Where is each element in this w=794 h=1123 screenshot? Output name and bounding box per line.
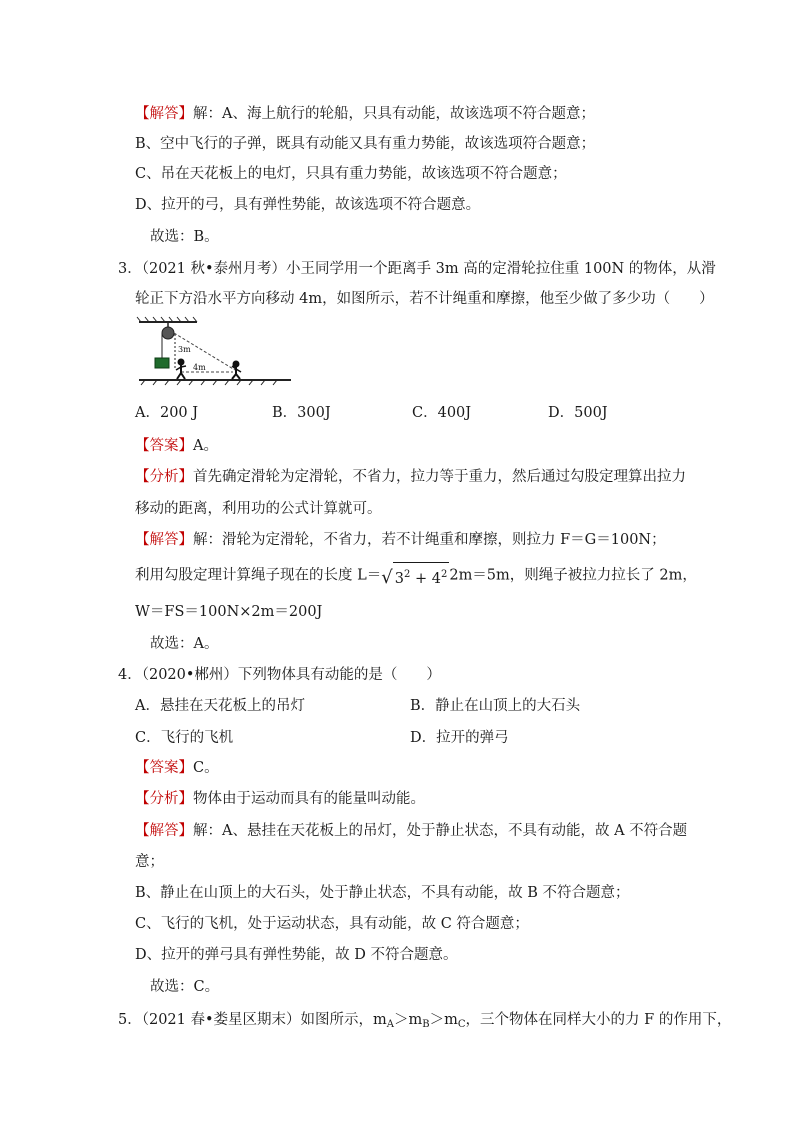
label-4m: 4m [193,363,206,372]
q3-option-b: B．300J [272,405,331,421]
q3-analysis-line-1: 【分析】首先确定滑轮为定滑轮，不省力，拉力等于重力，然后通过勾股定理算出拉力 [135,469,686,485]
q2-solution-line-2: B、空中飞行的子弹，既具有动能又具有重力势能，故该选项符合题意； [135,136,596,152]
q4-option-d: D．拉开的弹弓 [410,730,509,746]
sqrt-expression: √ $3^2 + 4^2$ [381,562,449,589]
solution-tag: 【解答】 [135,106,193,122]
q3-option-a: A．200 J [135,405,199,421]
q4-solution-line-3: C、飞行的飞机，处于运动状态，具有动能，故 C 符合题意； [135,916,529,932]
q4-stem: 4．（2020•郴州）下列物体具有动能的是（ ） [118,667,441,683]
q5-stem: 5．（2021 春•娄星区期末）如图所示，$m_A>m_B>m_C$，三个物体在同样大小的力 F 的作用下， [118,1012,732,1030]
q3-stem-line-2: 轮正下方沿水平方向移动 4m，如图所示，若不计绳重和摩擦，他至少做了多少功（ ） [135,291,714,307]
q4-choice: 故选：C。 [150,979,220,995]
q4-option-a: A．悬挂在天花板上的吊灯 [135,698,305,714]
q3-analysis-line-2: 移动的距离，利用功的公式计算就可。 [135,501,382,517]
q4-answer: 【答案】C。 [135,760,219,776]
q3-choice: 故选：A。 [150,636,219,652]
pulley-diagram [135,316,295,386]
q4-option-c: C．飞行的飞机 [135,730,234,746]
q3-solution-line-2: 利用勾股定理计算绳子现在的长度 L＝√ $3^2 + 4^2$ 2m＝5m，则绳子被拉力拉长了 2m， [135,562,697,589]
q3-solution-line-1: 【解答】解：滑轮为定滑轮，不省力，若不计绳重和摩擦，则拉力 F＝G＝100N； [135,532,666,548]
q3-answer: 【答案】A。 [135,438,218,454]
q3-option-c: C．400J [412,405,472,421]
q2-solution-line-4: D、拉开的弓，具有弹性势能，故该选项不符合题意。 [135,197,481,213]
q4-solution-line-1: 【解答】解：A、悬挂在天花板上的吊灯，处于静止状态，不具有动能，故 A 不符合题 [135,823,688,839]
q4-analysis: 【分析】物体由于运动而具有的能量叫动能。 [135,791,425,807]
q2-solution-line-1: 【解答】解：A、海上航行的轮船，只具有动能，故该选项不符合题意； [135,106,595,122]
q3-option-d: D．500J [548,405,608,421]
q2-choice: 故选：B。 [150,229,219,245]
q4-solution-line-2: B、静止在山顶上的大石头，处于静止状态，不具有动能，故 B 不符合题意； [135,885,630,901]
q3-solution-line-3: W＝FS＝100N×2m＝200J [135,604,323,620]
label-3m: 3m [178,345,191,354]
q2-solution-line-3: C、吊在天花板上的电灯，只具有重力势能，故该选项不符合题意； [135,166,567,182]
q3-stem-line-1: 3．（2021 秋•泰州月考）小王同学用一个距离手 3m 高的定滑轮拉住重 100N 的物体，从滑 [118,261,716,277]
q4-solution-line-4: D、拉开的弹弓具有弹性势能，故 D 不符合题意。 [135,947,458,963]
q4-solution-line-1b: 意； [135,854,164,870]
q4-option-b: B．静止在山顶上的大石头 [410,698,581,714]
